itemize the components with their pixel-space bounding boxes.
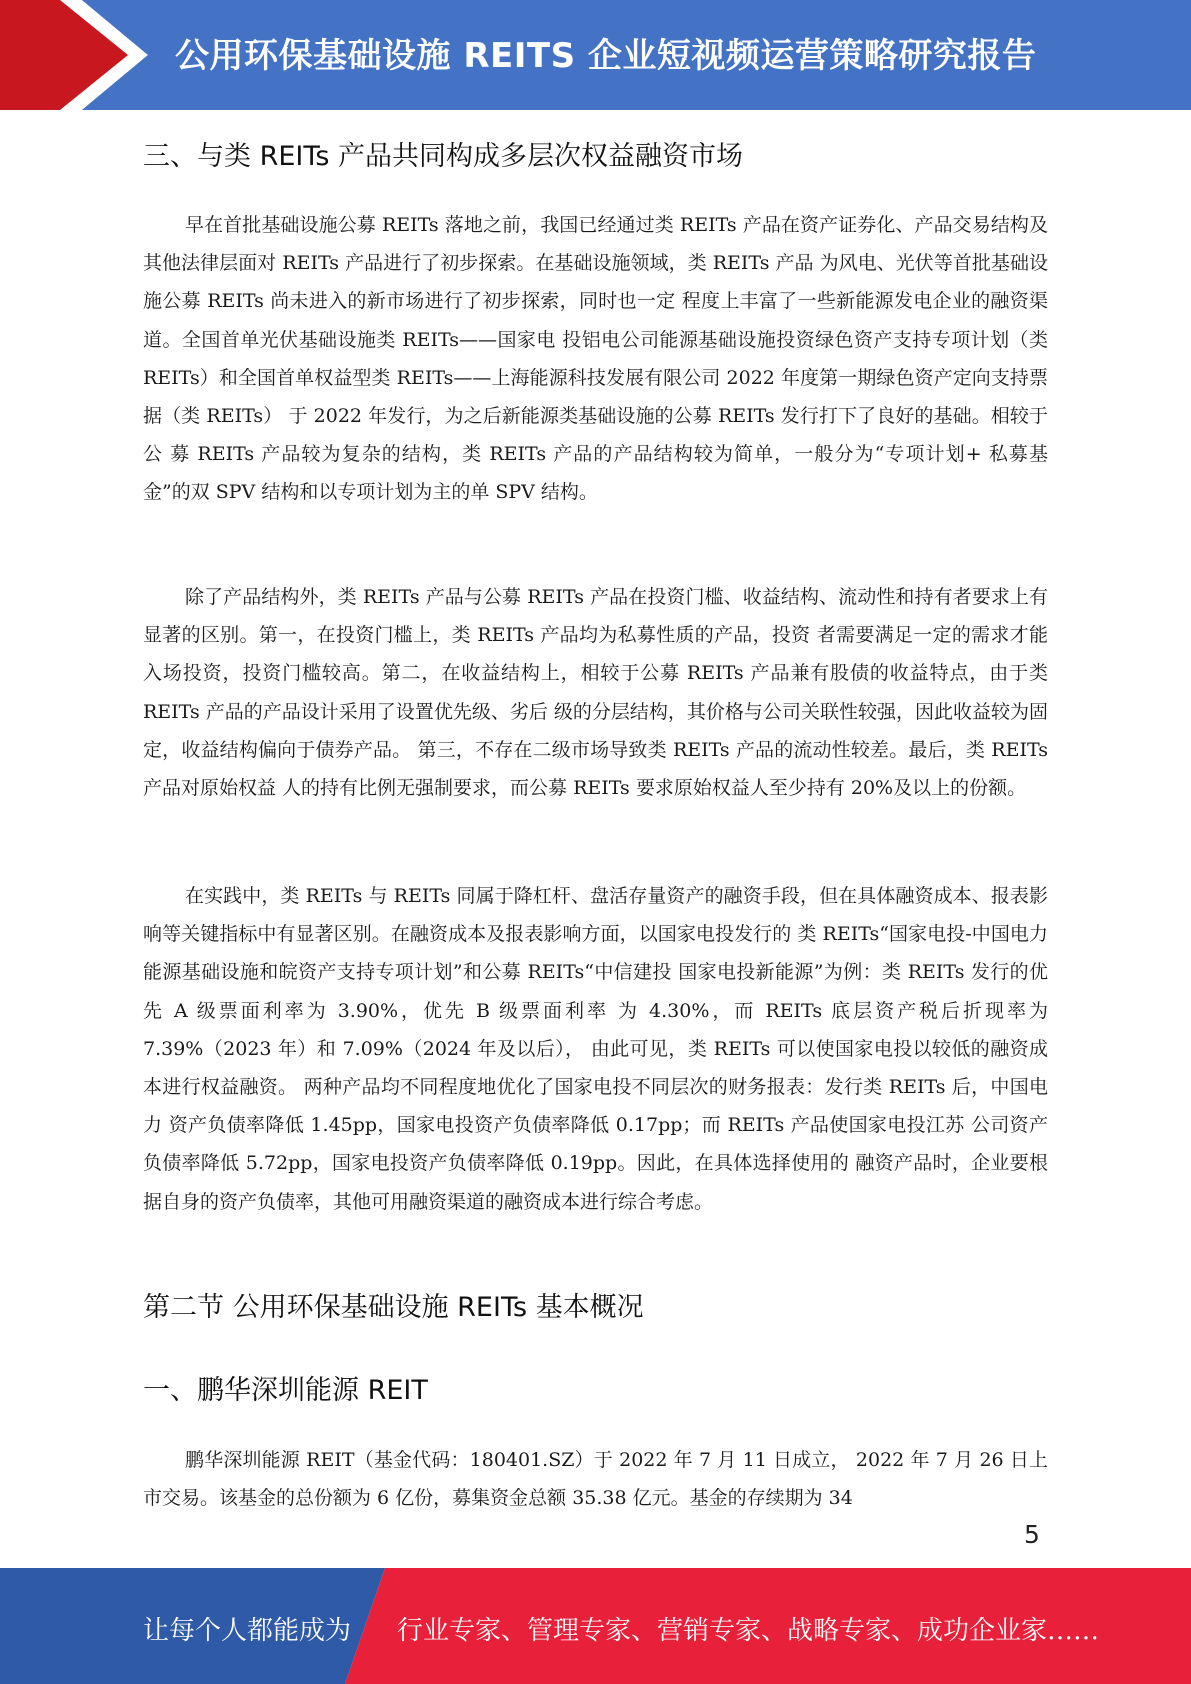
footer-slogan-right: 行业专家、管理专家、营销专家、战略专家、成功企业家…… [397,1616,1100,1646]
page-header [0,0,1191,110]
page-footer [0,1568,1191,1684]
paragraph: 鹏华深圳能源 REIT（基金代码：180401.SZ）于 2022 年 7 月 11 日成立， 2022 年 7 月 26 日上市交易。该基金的总份额为 6 亿份，募集资金总额 35.38 亿元。基金的存续期为 34 [143,1449,1048,1510]
report-title: 公用环保基础设施 REITS 企业短视频运营策略研究报告 [175,36,1037,76]
paragraph: 除了产品结构外，类 REITs 产品与公募 REITs 产品在投资门槛、收益结构、流动性和持有者要求上有显著的区别。第一，在投资门槛上，类 REITs 产品均为私募性质的产品，投资 者需要满足一定的需求才能入场投资，投资门槛较高。第二，在收益结构上，相较于公募 REITs 产品兼有股债的收益特点，由于类 REITs 产品的产品设计采用了设置优先级、劣后 级的分层结构，其价格与公司关联性较强，因此收益较为固定，收益结构偏向于债券产品。 第三，不存在二级市场导致类 REITs 产品的流动性较差。最后，类 REITs 产品对原始权益 人的持有比例无强制要求，而公募 REITs 要求原始权益人至少持有 20%及以上的份额。 [143,586,1048,800]
subsection-heading: 一、鹏华深圳能源 REIT [143,1375,428,1406]
paragraph: 早在首批基础设施公募 REITs 落地之前，我国已经通过类 REITs 产品在资产证券化、产品交易结构及其他法律层面对 REITs 产品进行了初步探索。在基础设施领域，类 REITs 产品 为风电、光伏等首批基础设施公募 REITs 尚未进入的新市场进行了初步探索，同时也一定 程度上丰富了一些新能源发电企业的融资渠道。全国首单光伏基础设施类 REITs——国家电 投铝电公司能源基础设施投资绿色资产支持专项计划（类 REITs）和全国首单权益型类 REITs——上海能源科技发展有限公司 2022 年度第一期绿色资产定向支持票据（类 REITs） 于 2022 年发行，为之后新能源类基础设施的公募 REITs 发行打下了良好的基础。相较于公 募 REITs 产品较为复杂的结构，类 REITs 产品的产品结构较为简单，一般分为“专项计划+ 私募基金”的双 SPV 结构和以专项计划为主的单 SPV 结构。 [143,214,1048,504]
chapter-heading: 第二节 公用环保基础设施 REITs 基本概况 [143,1292,644,1323]
section-heading: 三、与类 REITs 产品共同构成多层次权益融资市场 [143,141,744,172]
page-number: 5 [1024,1520,1040,1549]
paragraph: 在实践中，类 REITs 与 REITs 同属于降杠杆、盘活存量资产的融资手段，但在具体融资成本、报表影响等关键指标中有显著区别。在融资成本及报表影响方面，以国家电投发行的 类 REITs“国家电投-中国电力能源基础设施和皖资产支持专项计划”和公募 REITs“中信建投 国家电投新能源”为例：类 REITs 发行的优先 A 级票面利率为 3.90%，优先 B 级票面利率 为 4.30%，而 REITs 底层资产税后折现率为 7.39%（2023 年）和 7.09%（2024 年及以后）， 由此可见，类 REITs 可以使国家电投以较低的融资成本进行权益融资。 两种产品均不同程度地优化了国家电投不同层次的财务报表：发行类 REITs 后，中国电力 资产负债率降低 1.45pp，国家电投资产负债率降低 0.17pp；而 REITs 产品使国家电投江苏 公司资产负债率降低 5.72pp，国家电投资产负债率降低 0.19pp。因此，在具体选择使用的 融资产品时，企业要根据自身的资产负债率，其他可用融资渠道的融资成本进行综合考虑。 [143,885,1048,1213]
footer-slogan-left: 让每个人都能成为 [143,1616,352,1646]
